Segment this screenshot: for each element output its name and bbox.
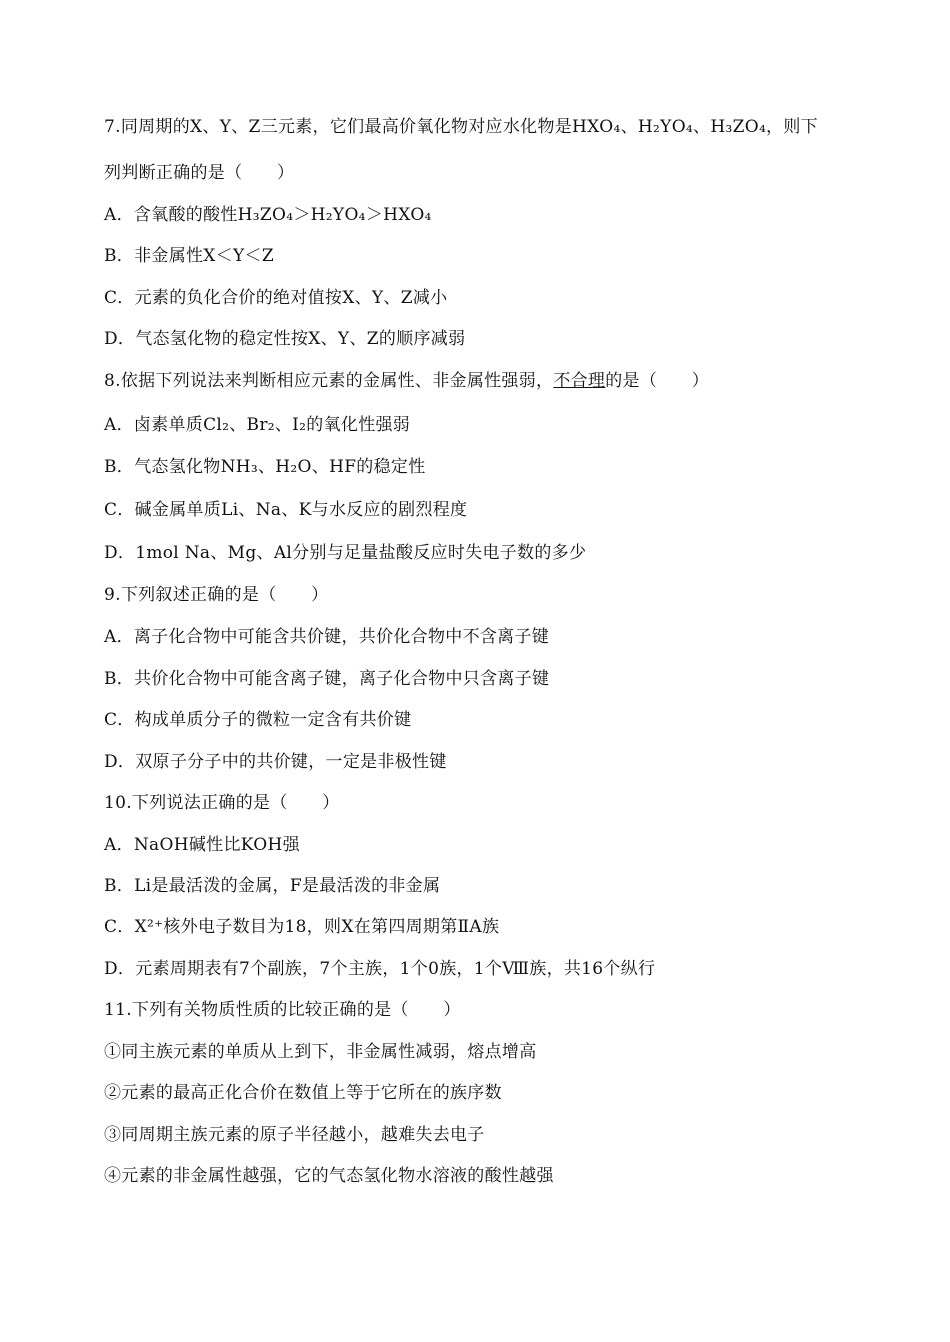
q7-option-a: A．含氧酸的酸性H₃ZO₄＞H₂YO₄＞HXO₄ [104, 205, 432, 225]
q8-option-c: C．碱金属单质Li、Na、K与水反应的剧烈程度 [104, 500, 468, 520]
q8-option-d: D．1mol Na、Mg、Al分别与足量盐酸反应时失电子数的多少 [104, 543, 587, 563]
q7-stem-line2: 列判断正确的是（ ） [104, 163, 295, 183]
q8-option-b: B．气态氢化物NH₃、H₂O、HF的稳定性 [104, 457, 426, 477]
q9-stem: 9.下列叙述正确的是（ ） [104, 585, 329, 605]
q10-option-c: C．X²⁺核外电子数目为18，则X在第四周期第ⅡA族 [104, 917, 500, 937]
q11-item-2: ②元素的最高正化合价在数值上等于它所在的族序数 [104, 1083, 502, 1103]
q9-option-d: D．双原子分子中的共价键，一定是非极性键 [104, 752, 447, 772]
q11-item-1: ①同主族元素的单质从上到下，非金属性减弱，熔点增高 [104, 1042, 537, 1062]
q10-option-d: D．元素周期表有7个副族，7个主族，1个0族，1个Ⅷ族，共16个纵行 [104, 959, 656, 979]
q11-stem: 11.下列有关物质性质的比较正确的是（ ） [104, 1000, 461, 1020]
q9-option-a: A．离子化合物中可能含共价键，共价化合物中不含离子键 [104, 627, 550, 647]
q8-stem-underlined: 不合理 [553, 371, 606, 391]
q10-option-a: A．NaOH碱性比KOH强 [104, 835, 300, 855]
q8-stem-after: 的是（ ） [605, 371, 710, 391]
q8-stem-before: 8.依据下列说法来判断相应元素的金属性、非金属性强弱， [104, 371, 554, 391]
q8-option-a: A．卤素单质Cl₂、Br₂、I₂的氧化性强弱 [104, 415, 411, 435]
q7-stem-line1: 7.同周期的X、Y、Z三元素，它们最高价氧化物对应水化物是HXO₄、H₂YO₄、H₃ZO₄，则下 [104, 117, 818, 137]
q9-option-b: B．共价化合物中可能含离子键，离子化合物中只含离子键 [104, 669, 550, 689]
q7-option-c: C．元素的负化合价的绝对值按X、Y、Z减小 [104, 288, 448, 308]
q10-stem: 10.下列说法正确的是（ ） [104, 793, 340, 813]
q9-option-c: C．构成单质分子的微粒一定含有共价键 [104, 710, 412, 730]
q11-item-4: ④元素的非金属性越强，它的气态氢化物水溶液的酸性越强 [104, 1166, 554, 1186]
q7-option-d: D．气态氢化物的稳定性按X、Y、Z的顺序减弱 [104, 329, 466, 349]
q11-item-3: ③同周期主族元素的原子半径越小，越难失去电子 [104, 1125, 485, 1145]
q7-option-b: B．非金属性X＜Y＜Z [104, 246, 274, 266]
q10-option-b: B．Li是最活泼的金属，F是最活泼的非金属 [104, 876, 441, 896]
q8-stem [104, 370, 709, 392]
